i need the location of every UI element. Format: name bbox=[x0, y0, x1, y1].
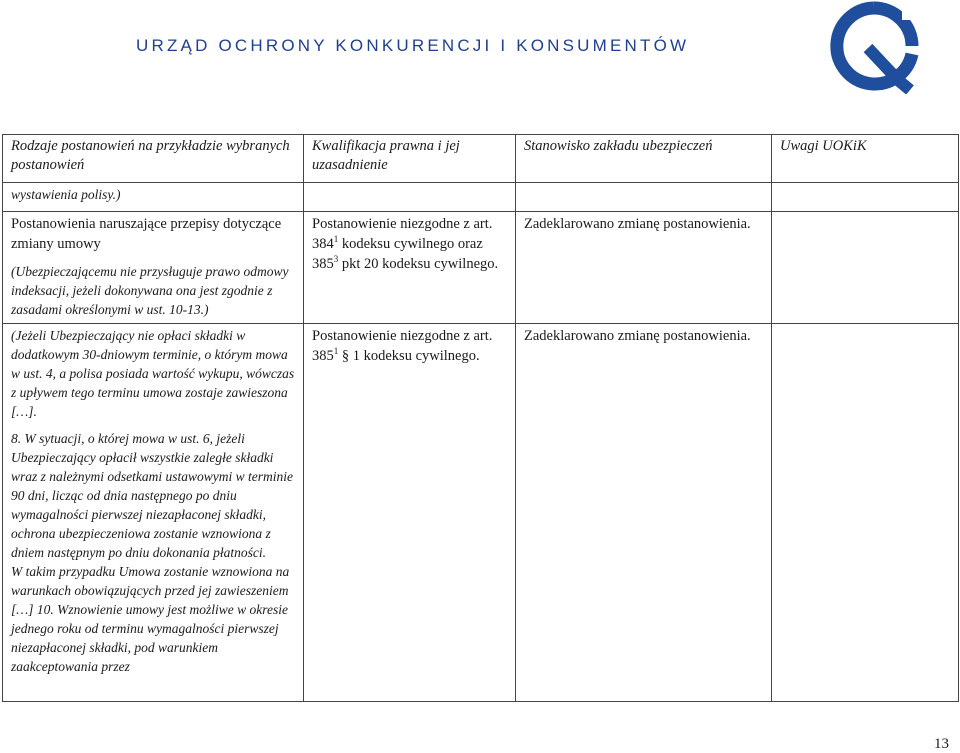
continuation-cell bbox=[3, 183, 304, 212]
qualification-cell bbox=[304, 212, 516, 324]
table-header-row bbox=[3, 135, 959, 183]
provision-quote-a: (Jeżeli Ubezpieczający nie opłaci składki w dodatkowym 30-dniowym terminie, o którym mowa w ust. 4, a polisa posiada wartość wykupu, wówczas z upływem tego terminu umowa zostaje zawieszona […]. bbox=[11, 328, 295, 419]
provision-quote-c: W takim przypadku Umowa zostanie wznowiona na warunkach obowiązujących przed jej zawieszeniem […] 10. Wznowienie umowy jest możliwe w okresie jednego roku od terminu wymagalności pierwszej niezapłaconej składki, pod warunkiem zaakceptowania przez bbox=[11, 564, 290, 674]
page-header-title: URZĄD OCHRONY KONKURENCJI I KONSUMENTÓW bbox=[136, 36, 690, 55]
provisions-table bbox=[2, 134, 959, 702]
insurer-text: Zadeklarowano zmianę postanowienia. bbox=[524, 216, 751, 232]
empty-cell bbox=[516, 183, 772, 212]
qualification-text: Postanowienie niezgodne z art. $385^1$ § 1 kodeksu cywilnego. bbox=[312, 328, 493, 364]
provision-title: Postanowienia naruszające przepisy dotyczące zmiany umowy bbox=[11, 216, 282, 252]
provision-quote-b: 8. W sytuacji, o której mowa w ust. 6, jeżeli Ubezpieczający opłacił wszystkie zaległe składki wraz z należnymi odsetkami ustawowymi w terminie 90 dni, licząc od dnia następnego po dniu wymagalności pierwszej niezapłaconej składki, ochrona ubezpieczeniowa zostanie wznowiona z dniem następnym po dniu dokonania płatności. bbox=[11, 431, 293, 560]
insurer-text: Zadeklarowano zmianę postanowienia. bbox=[524, 328, 751, 344]
provision-quote: (Ubezpieczającemu nie przysługuje prawo odmowy indeksacji, jeżeli dokonywana ona jest zgodnie z zasadami określonymi w ust. 10-13.) bbox=[11, 264, 289, 317]
provision-cell bbox=[3, 212, 304, 324]
remarks-cell bbox=[772, 212, 959, 324]
continuation-text: wystawienia polisy.) bbox=[11, 187, 121, 202]
header-legal-qualification: Kwalifikacja prawna i jej uzasadnienie bbox=[304, 135, 516, 183]
empty-cell bbox=[304, 183, 516, 212]
provision-cell bbox=[3, 324, 304, 702]
header-insurer-position: Stanowisko zakładu ubezpieczeń bbox=[516, 135, 772, 183]
uokik-logo-icon bbox=[828, 0, 920, 94]
header-provision-types: Rodzaje postanowień na przykładzie wybranych postanowień bbox=[3, 135, 304, 183]
table-row bbox=[3, 324, 959, 702]
header-uokik-remarks: Uwagi UOKiK bbox=[772, 135, 959, 183]
qualification-text: Postanowienie niezgodne z art. $384^1$ kodeksu cywilnego oraz $385^3$ pkt 20 kodeksu cywilnego. bbox=[312, 216, 499, 272]
table-row bbox=[3, 212, 959, 324]
empty-cell bbox=[772, 183, 959, 212]
qualification-cell bbox=[304, 324, 516, 702]
remarks-cell bbox=[772, 324, 959, 702]
insurer-cell bbox=[516, 324, 772, 702]
insurer-cell bbox=[516, 212, 772, 324]
page-number: 13 bbox=[934, 736, 949, 752]
table-row-continuation bbox=[3, 183, 959, 212]
